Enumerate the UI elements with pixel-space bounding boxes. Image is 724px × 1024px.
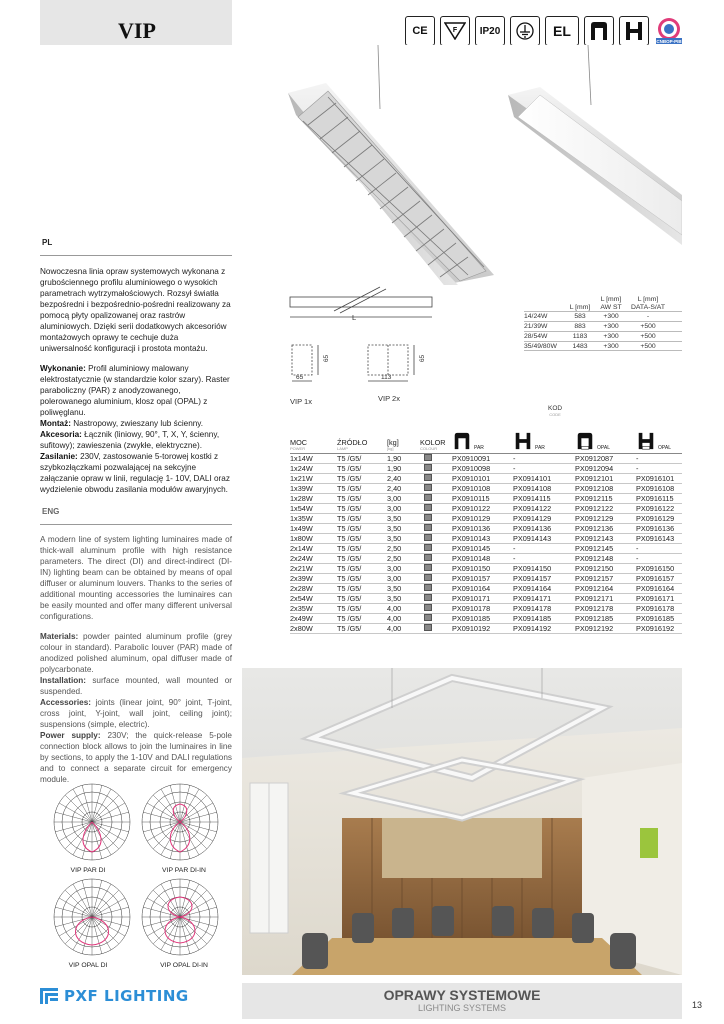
table-cell: PX0914150 (513, 564, 552, 573)
table-cell: PX0910101 (452, 474, 491, 483)
table-row (290, 594, 682, 604)
table-row (290, 514, 682, 524)
colour-swatch-cell (420, 514, 452, 523)
en-accessories-label: Accessories: (40, 697, 91, 707)
pl-language-label: PL (42, 238, 53, 247)
product-table-body (290, 454, 682, 634)
table-cell: PX0912157 (575, 574, 614, 583)
table-cell: T5 /G5/ (337, 614, 362, 623)
dimension-diagram (286, 285, 436, 410)
colour-swatch-cell (420, 624, 452, 633)
table-cell: T5 /G5/ (337, 494, 362, 503)
table-cell: 2x21W (290, 564, 313, 573)
table-row (290, 494, 682, 504)
table-cell: PX0912129 (575, 514, 614, 523)
table-cell: T5 /G5/ (337, 534, 362, 543)
table-cell: - (636, 464, 639, 473)
profile-par-2x-icon (513, 431, 575, 451)
polar-label-opal-di: VIP OPAL DI (68, 962, 108, 969)
en-accessories: joints (linear joint, 90° joint, T-joint, cross joint, Y-joint, wall joint, ceiling joint); suspensions (simple, electric). (40, 697, 232, 729)
table-cell: 2x24W (290, 554, 313, 563)
length-col2-head: L [mm] (569, 303, 591, 311)
polar-label-opal-di-in: VIP OPAL DI-IN (160, 962, 208, 969)
table-cell: PX0916143 (636, 534, 675, 543)
table-cell: PX0912143 (575, 534, 614, 543)
table-cell: 3,50 (387, 534, 402, 543)
vip-2x-label: VIP 2x (378, 394, 400, 403)
header-colour: KOLOR (420, 437, 446, 447)
footer-title: OPRAWY SYSTEMOWE (383, 987, 541, 1003)
table-cell: PX0910148 (452, 554, 491, 563)
table-cell: 3,00 (387, 504, 402, 513)
grey-colour-swatch (424, 514, 432, 521)
table-cell: T5 /G5/ (337, 594, 362, 603)
table-cell: 1x49W (290, 524, 313, 533)
table-cell: T5 /G5/ (337, 544, 362, 553)
table-cell: PX0914129 (513, 514, 552, 523)
profile-h-icon (619, 16, 649, 46)
table-row (290, 564, 682, 574)
colour-swatch-cell (420, 464, 452, 473)
header-power: MOC (290, 437, 308, 447)
table-cell: T5 /G5/ (337, 564, 362, 573)
colour-swatch-cell (420, 524, 452, 533)
pl-intro: Nowoczesna linia opraw systemowych wykonana z grubościennego profilu aluminiowego o wysokich parametrach wytrzymałościowych. Rozsył światła bezpośredni i bezpośrednio-pośredni realizowany za pomocą płyty opalizowanej oraz rastrów aluminiowych. Dzięki serii dodatkowych akcesoriów montażowych oprawy te cechuje duża uniwersalność konfiguracji i prostota montażu. (40, 267, 231, 353)
table-cell: PX0910164 (452, 584, 491, 593)
table-cell: - (636, 544, 639, 553)
header-lamp-sub: LAMP (337, 445, 348, 451)
table-cell: T5 /G5/ (337, 514, 362, 523)
table-row (290, 504, 682, 514)
table-cell: PX0914136 (513, 524, 552, 533)
dim-height-label-2x: 65 (419, 354, 427, 363)
colour-swatch-cell (420, 504, 452, 513)
table-cell: 2,40 (387, 484, 402, 493)
polar-diagram (54, 784, 130, 860)
table-cell: PX0914101 (513, 474, 552, 483)
table-cell: 1x39W (290, 484, 313, 493)
table-cell: +300 (603, 333, 619, 340)
table-cell: PX0916157 (636, 574, 675, 583)
table-cell: 583 (574, 313, 586, 320)
pxf-logo-icon (40, 988, 58, 1004)
interior-photo (242, 668, 682, 975)
header-par-2x: PAR (535, 444, 545, 451)
table-cell: PX0912178 (575, 604, 614, 613)
table-cell: PX0916136 (636, 524, 675, 533)
table-cell: 1183 (572, 333, 588, 340)
table-cell: PX0910192 (452, 624, 491, 633)
table-cell: 3,00 (387, 494, 402, 503)
length-col4-head: DATA-S/AT (631, 303, 665, 311)
table-row (290, 464, 682, 474)
table-cell: PX0916122 (636, 504, 675, 513)
svg-text:CNBOP-PIB: CNBOP-PIB (656, 39, 682, 44)
table-cell: PX0916115 (636, 494, 674, 503)
grey-colour-swatch (424, 554, 432, 561)
table-cell: T5 /G5/ (337, 454, 362, 463)
profile-opal-1x-icon (575, 431, 636, 451)
table-cell: 1x28W (290, 494, 313, 503)
pl-montaz-label: Montaż: (40, 418, 71, 428)
header-opal-1x: OPAL (597, 444, 610, 451)
certification-icons (405, 16, 684, 46)
dim-width-label-2x: 113 (381, 374, 392, 381)
table-cell: 1x24W (290, 464, 313, 473)
table-cell: 28/54W (524, 333, 548, 340)
table-cell: - (513, 554, 516, 563)
header-weight-sub: [kg] (387, 445, 394, 451)
table-cell: 1,90 (387, 464, 402, 473)
pl-zasilanie: 230V, zastosowanie 5-torowej kostki z szybkozłączkami pozwalającej na sekcyjne załączanie opraw w linii, regulację 1- 10V, DALI oraz wydzielenie obwodu zasilania modułów awaryjnych. (40, 451, 230, 494)
table-cell: 3,50 (387, 584, 402, 593)
table-cell: PX0912108 (575, 484, 614, 493)
grey-colour-swatch (424, 524, 432, 531)
table-cell: +500 (640, 333, 656, 340)
table-cell: 1x14W (290, 454, 313, 463)
table-cell: PX0916164 (636, 584, 675, 593)
table-cell: PX0912094 (575, 464, 614, 473)
dim-width-label: 65 (296, 374, 304, 381)
header-lamp: ŹRÓDŁO (337, 437, 368, 447)
en-materials: powder painted aluminum profile (grey colour in standard). Parabolic louver (PAR) made of anodized polished aluminum, opal diffuser made of polycarbonate. (40, 631, 232, 674)
pl-montaz: Nastropowy, zwieszany lub ścienny. (73, 418, 204, 428)
colour-swatch-cell (420, 484, 452, 493)
code-sublabel: CODE (549, 412, 561, 417)
table-row (290, 574, 682, 584)
polar-diagrams (40, 780, 232, 975)
table-cell: 3,00 (387, 574, 402, 583)
grey-colour-swatch (424, 504, 432, 511)
cnbop-seal-icon (654, 16, 684, 46)
table-cell: PX0914171 (513, 594, 552, 603)
table-cell: T5 /G5/ (337, 524, 362, 533)
code-heading (548, 405, 562, 417)
profile-opal-2x-icon (636, 431, 682, 451)
header-power-sub: POWER (290, 445, 306, 451)
table-cell: - (636, 454, 639, 463)
pl-zasilanie-label: Zasilanie: (40, 451, 78, 461)
table-cell: PX0916150 (636, 564, 675, 573)
table-cell: PX0916171 (636, 594, 675, 603)
table-cell: PX0910108 (452, 484, 491, 493)
table-cell: T5 /G5/ (337, 584, 362, 593)
page-number: 13 (692, 1000, 703, 1010)
grey-colour-swatch (424, 614, 432, 621)
table-row (524, 311, 682, 321)
table-cell: PX0914115 (513, 494, 551, 503)
table-cell: PX0914178 (513, 604, 552, 613)
table-cell: 1x35W (290, 514, 313, 523)
colour-swatch-cell (420, 584, 452, 593)
grey-colour-swatch (424, 484, 432, 491)
en-installation: surface mounted, wall mounted or suspended. (40, 675, 232, 696)
grey-colour-swatch (424, 604, 432, 611)
pl-wykonanie: Profil aluminiowy malowany elektrostatycznie (w standardzie kolor szary). Raster paraboliczny (PAR) z anodyzowanego, polerowanego aluminium, klosz opal (OPAL) z poliwęglanu. (40, 363, 230, 417)
polar-diagram (54, 879, 130, 955)
en-power-label: Power supply: (40, 730, 101, 740)
table-row (290, 544, 682, 554)
table-cell: PX0910171 (452, 594, 491, 603)
table-cell: PX0916101 (636, 474, 675, 483)
table-cell: PX0910150 (452, 564, 491, 573)
table-cell: 14/24W (524, 313, 548, 320)
table-cell: PX0910122 (452, 504, 491, 513)
title-block (40, 0, 232, 45)
table-cell: - (646, 313, 650, 320)
en-installation-label: Installation: (40, 675, 86, 685)
table-cell: PX0914164 (513, 584, 552, 593)
profile-par-1x-icon (452, 431, 513, 451)
length-col3-head: AW ST (600, 303, 622, 311)
grey-colour-swatch (424, 464, 432, 471)
description-en (40, 535, 232, 786)
footer-band (242, 983, 682, 1019)
grey-colour-swatch (424, 624, 432, 631)
table-cell: 2x35W (290, 604, 313, 613)
footer-subtitle: LIGHTING SYSTEMS (417, 1003, 506, 1013)
table-cell: PX0910157 (452, 574, 491, 583)
en-language-label: ENG (42, 507, 60, 516)
table-cell: PX0910098 (452, 464, 491, 473)
colour-swatch-cell (420, 554, 452, 563)
table-cell: 2x28W (290, 584, 313, 593)
table-cell: 3,50 (387, 524, 402, 533)
grey-colour-swatch (424, 574, 432, 581)
table-cell: PX0912150 (575, 564, 614, 573)
colour-swatch-cell (420, 604, 452, 613)
table-row (290, 524, 682, 534)
page-title: VIP (118, 18, 156, 43)
table-cell: PX0912185 (575, 614, 614, 623)
table-cell: +300 (603, 313, 619, 320)
grey-colour-swatch (424, 494, 432, 501)
table-cell: - (513, 454, 516, 463)
colour-swatch-cell (420, 454, 452, 463)
colour-swatch-cell (420, 494, 452, 503)
table-cell: PX0912136 (575, 524, 614, 533)
length-table-header (524, 291, 682, 311)
table-cell: 2x49W (290, 614, 313, 623)
table-cell: PX0914185 (513, 614, 552, 623)
table-cell: 21/39W (524, 323, 548, 330)
grey-colour-swatch (424, 474, 432, 481)
grey-colour-swatch (424, 544, 432, 551)
table-cell: PX0912164 (575, 584, 614, 593)
table-cell: PX0912145 (575, 544, 614, 553)
table-cell: T5 /G5/ (337, 474, 362, 483)
table-cell: PX0910145 (452, 544, 491, 553)
product-table-header (290, 425, 682, 454)
pl-akcesoria-label: Akcesoria: (40, 429, 82, 439)
table-cell: PX0910143 (452, 534, 491, 543)
divider (40, 255, 232, 256)
table-cell: 1x54W (290, 504, 313, 513)
table-cell: PX0912101 (575, 474, 614, 483)
table-cell: PX0910091 (452, 454, 491, 463)
table-row (290, 584, 682, 594)
dim-length-label: L (352, 313, 357, 322)
table-cell: PX0916192 (636, 624, 675, 633)
table-cell: PX0916129 (636, 514, 675, 523)
table-cell: PX0910136 (452, 524, 491, 533)
table-cell: PX0910185 (452, 614, 491, 623)
colour-swatch-cell (420, 474, 452, 483)
table-row (290, 484, 682, 494)
table-cell: PX0912087 (575, 454, 614, 463)
grey-colour-swatch (424, 564, 432, 571)
table-row (290, 534, 682, 544)
table-row (290, 474, 682, 484)
table-cell: PX0912148 (575, 554, 614, 563)
product-table (290, 425, 682, 634)
length-col4-head-top: L [mm] (637, 296, 659, 304)
header-colour-sub: COLOUR (420, 445, 438, 451)
colour-swatch-cell (420, 564, 452, 573)
table-cell: 1,90 (387, 454, 402, 463)
grey-colour-swatch (424, 594, 432, 601)
table-cell: 2,50 (387, 554, 402, 563)
pl-akcesoria: Łącznik (liniowy, 90°, T, X, Y, ścienny, sufitowy); zawieszenia (zwykłe, elektryczne). (40, 429, 220, 450)
table-cell: - (513, 544, 516, 553)
table-cell: PX0910178 (452, 604, 491, 613)
length-col3-head-top: L [mm] (600, 296, 622, 304)
grey-colour-swatch (424, 454, 432, 461)
table-cell: PX0914192 (513, 624, 552, 633)
table-cell: 2x80W (290, 624, 313, 633)
grey-colour-swatch (424, 534, 432, 541)
table-cell: 1x80W (290, 534, 313, 543)
table-cell: PX0916178 (636, 604, 675, 613)
en-power: 230V; the quick-release 5-pole connection block allows to join the luminaires in line by sections, to apply the 1-10V and DALI regulations and to connect a separate circuit for emergency module. (40, 730, 232, 784)
table-cell: 3,50 (387, 594, 402, 603)
en-materials-label: Materials: (40, 631, 79, 641)
table-cell: 1483 (572, 342, 588, 350)
table-cell: PX0910115 (452, 494, 490, 503)
description-pl (40, 267, 232, 496)
table-cell: 35/49/80W (524, 342, 557, 350)
header-weight: [kg] (387, 437, 399, 447)
polar-label-par-di-in: VIP PAR DI-IN (162, 867, 206, 874)
table-cell: +500 (640, 342, 656, 350)
table-cell: PX0912115 (575, 494, 613, 503)
earth-ground-icon (510, 16, 540, 46)
table-row (524, 341, 682, 351)
colour-swatch-cell (420, 544, 452, 553)
table-cell: PX0912192 (575, 624, 614, 633)
table-cell: PX0916185 (636, 614, 675, 623)
colour-swatch-cell (420, 574, 452, 583)
en-intro: A modern line of system lighting luminaires made of thick-wall aluminum profile with high resistance parameters. The direct (DI) and direct-indirect (DI-IN) lighting beam can be obtained by means of opal diffuser or aluminum louvers. Thanks to the series of additional mounting accessories the luminaires can be easily mounted and offer many different universal configurations. (40, 535, 232, 621)
table-row (290, 624, 682, 634)
table-cell: - (636, 554, 639, 563)
table-cell: T5 /G5/ (337, 624, 362, 633)
brand-name: PXF LIGHTING (64, 987, 189, 1005)
table-cell: T5 /G5/ (337, 554, 362, 563)
table-row (524, 331, 682, 341)
table-row (290, 614, 682, 624)
table-cell: PX0912122 (575, 504, 614, 513)
table-row (290, 454, 682, 464)
dim-height-label: 65 (323, 354, 331, 363)
table-cell: 4,00 (387, 624, 402, 633)
table-row (524, 321, 682, 331)
code-label: KOD (548, 405, 563, 412)
brand-logo (40, 986, 232, 1006)
table-cell: PX0914143 (513, 534, 552, 543)
table-cell: 2x14W (290, 544, 313, 553)
table-cell: 2,50 (387, 544, 402, 553)
table-cell: 4,00 (387, 614, 402, 623)
table-cell: 2x54W (290, 594, 313, 603)
colour-swatch-cell (420, 534, 452, 543)
header-par-1x: PAR (474, 444, 484, 451)
length-table (524, 291, 682, 351)
colour-swatch-cell (420, 614, 452, 623)
table-cell: T5 /G5/ (337, 504, 362, 513)
table-cell: 2,40 (387, 474, 402, 483)
colour-swatch-cell (420, 594, 452, 603)
table-cell: T5 /G5/ (337, 574, 362, 583)
svg-text:F: F (452, 27, 458, 34)
table-cell: T5 /G5/ (337, 464, 362, 473)
table-row (290, 604, 682, 614)
table-cell: - (513, 464, 516, 473)
ce-mark-icon: CE (405, 16, 435, 46)
vip-1x-label: VIP 1x (290, 397, 312, 406)
table-cell: 4,00 (387, 604, 402, 613)
table-cell: +500 (640, 323, 656, 330)
table-cell: 883 (574, 323, 586, 330)
table-cell: T5 /G5/ (337, 604, 362, 613)
table-cell: PX0910129 (452, 514, 491, 523)
table-cell: PX0912171 (575, 594, 614, 603)
divider (40, 524, 232, 525)
table-cell: 3,50 (387, 514, 402, 523)
polar-diagram (142, 784, 218, 860)
header-opal-2x: OPAL (658, 444, 671, 451)
table-cell: 2x39W (290, 574, 313, 583)
table-cell: PX0914122 (513, 504, 552, 513)
polar-label-par-di: VIP PAR DI (70, 867, 106, 874)
table-cell: 1x21W (290, 474, 313, 483)
emergency-el-icon: EL (545, 16, 579, 46)
f-mark-icon (440, 16, 470, 46)
table-cell: PX0916108 (636, 484, 675, 493)
table-cell: 3,00 (387, 564, 402, 573)
ip20-icon: IP20 (475, 16, 505, 46)
table-cell: +300 (603, 342, 619, 350)
pl-wykonanie-label: Wykonanie: (40, 363, 86, 373)
polar-diagram (142, 879, 218, 955)
table-row (290, 554, 682, 564)
product-photo (168, 45, 682, 285)
table-cell: PX0914108 (513, 484, 552, 493)
table-cell: PX0914157 (513, 574, 552, 583)
grey-colour-swatch (424, 584, 432, 591)
table-cell: +300 (603, 323, 619, 330)
profile-par-icon (584, 16, 614, 46)
table-cell: T5 /G5/ (337, 484, 362, 493)
